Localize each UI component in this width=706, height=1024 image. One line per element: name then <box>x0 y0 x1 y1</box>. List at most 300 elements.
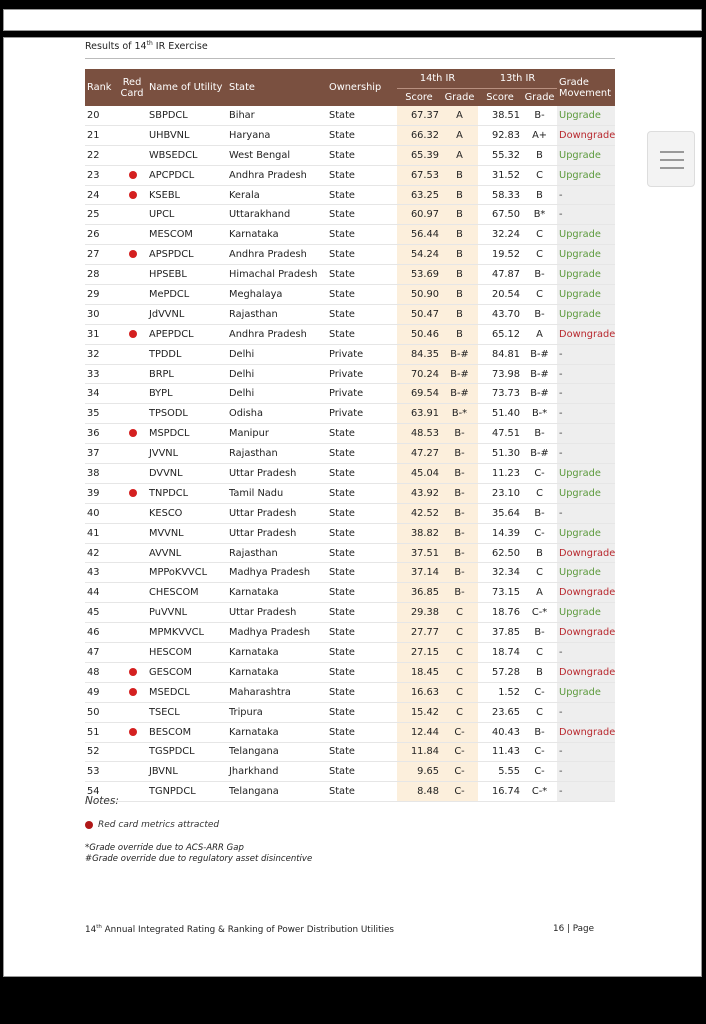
score-13-cell: 92.83 <box>478 125 522 145</box>
state-cell: Uttar Pradesh <box>227 464 327 484</box>
ownership-cell: State <box>327 464 397 484</box>
red-card-cell <box>117 742 147 762</box>
page-number: 16 | Page <box>553 924 595 934</box>
state-cell: Telangana <box>227 742 327 762</box>
utility-cell: MPPoKVVCL <box>147 563 227 583</box>
red-card-cell <box>117 265 147 285</box>
grade-14-cell: B-# <box>441 364 478 384</box>
grade-movement-cell: - <box>557 643 615 663</box>
score-13-cell: 73.73 <box>478 384 522 404</box>
table-row <box>85 145 615 165</box>
grade-movement-cell: - <box>557 424 615 444</box>
score-14-cell: 67.53 <box>397 165 441 185</box>
state-cell: Meghalaya <box>227 285 327 305</box>
table-row <box>85 404 615 424</box>
state-cell: Rajasthan <box>227 304 327 324</box>
grade-movement-cell: - <box>557 444 615 464</box>
state-cell: Karnataka <box>227 583 327 603</box>
red-card-dot-icon <box>129 330 137 338</box>
red-card-cell <box>117 782 147 802</box>
grade-14-cell: B <box>441 265 478 285</box>
state-cell: Andhra Pradesh <box>227 165 327 185</box>
score-13-cell: 18.76 <box>478 603 522 623</box>
grade-13-cell: B-* <box>522 404 557 424</box>
score-13-cell: 19.52 <box>478 245 522 265</box>
grade-movement-cell: Upgrade <box>557 165 615 185</box>
grade-movement-cell: - <box>557 404 615 424</box>
utility-cell: TSECL <box>147 702 227 722</box>
table-row <box>85 424 615 444</box>
score-14-cell: 50.47 <box>397 304 441 324</box>
document-menu-button[interactable] <box>647 131 695 187</box>
ownership-cell: State <box>327 324 397 344</box>
score-14-cell: 27.15 <box>397 643 441 663</box>
score-13-cell: 35.64 <box>478 503 522 523</box>
state-cell: Rajasthan <box>227 543 327 563</box>
grade-13-cell: C <box>522 563 557 583</box>
score-13-cell: 67.50 <box>478 205 522 225</box>
note-red-card <box>85 820 219 830</box>
red-card-cell <box>117 543 147 563</box>
grade-13-cell: B-# <box>522 444 557 464</box>
score-13-cell: 73.15 <box>478 583 522 603</box>
rank-cell: 32 <box>85 344 117 364</box>
rank-cell: 41 <box>85 523 117 543</box>
grade-14-cell: A <box>441 106 478 125</box>
ownership-cell: State <box>327 782 397 802</box>
grade-13-cell: A <box>522 324 557 344</box>
score-14-cell: 63.25 <box>397 185 441 205</box>
red-card-cell <box>117 145 147 165</box>
grade-13-cell: C-* <box>522 603 557 623</box>
state-cell: Uttar Pradesh <box>227 503 327 523</box>
grade-movement-cell: Upgrade <box>557 483 615 503</box>
rank-cell: 37 <box>85 444 117 464</box>
rank-cell: 26 <box>85 225 117 245</box>
utility-cell: PuVVNL <box>147 603 227 623</box>
state-cell: Karnataka <box>227 225 327 245</box>
grade-14-cell: B- <box>441 563 478 583</box>
table-row <box>85 265 615 285</box>
header-grade-movement: Grade Movement <box>557 69 615 106</box>
table-row <box>85 643 615 663</box>
score-13-cell: 23.10 <box>478 483 522 503</box>
grade-14-cell: C <box>441 603 478 623</box>
red-card-dot-icon <box>129 429 137 437</box>
ownership-cell: State <box>327 523 397 543</box>
score-13-cell: 23.65 <box>478 702 522 722</box>
grade-13-cell: A+ <box>522 125 557 145</box>
red-card-cell <box>117 285 147 305</box>
score-13-cell: 47.51 <box>478 424 522 444</box>
red-card-cell <box>117 165 147 185</box>
grade-movement-cell: Upgrade <box>557 265 615 285</box>
state-cell: Karnataka <box>227 643 327 663</box>
ownership-cell: State <box>327 623 397 643</box>
ownership-cell: State <box>327 702 397 722</box>
grade-14-cell: C <box>441 682 478 702</box>
grade-14-cell: C <box>441 702 478 722</box>
grade-14-cell: C- <box>441 762 478 782</box>
score-13-cell: 84.81 <box>478 344 522 364</box>
grade-13-cell: B <box>522 145 557 165</box>
rank-cell: 46 <box>85 623 117 643</box>
score-13-cell: 11.23 <box>478 464 522 484</box>
red-card-dot-icon <box>129 489 137 497</box>
score-14-cell: 43.92 <box>397 483 441 503</box>
results-table <box>85 69 615 802</box>
table-row <box>85 563 615 583</box>
table-row <box>85 285 615 305</box>
rank-cell: 48 <box>85 662 117 682</box>
grade-14-cell: C- <box>441 742 478 762</box>
grade-movement-cell: Upgrade <box>557 225 615 245</box>
grade-13-cell: C- <box>522 464 557 484</box>
rank-cell: 36 <box>85 424 117 444</box>
score-14-cell: 42.52 <box>397 503 441 523</box>
table-row <box>85 722 615 742</box>
red-card-cell <box>117 483 147 503</box>
header-14-grade: Grade <box>441 89 478 107</box>
table-row <box>85 543 615 563</box>
grade-13-cell: C <box>522 483 557 503</box>
score-14-cell: 70.24 <box>397 364 441 384</box>
score-13-cell: 40.43 <box>478 722 522 742</box>
rank-cell: 22 <box>85 145 117 165</box>
table-row <box>85 106 615 125</box>
state-cell: Jharkhand <box>227 762 327 782</box>
ownership-cell: State <box>327 106 397 125</box>
grade-13-cell: C <box>522 285 557 305</box>
state-cell: Delhi <box>227 384 327 404</box>
grade-14-cell: C <box>441 643 478 663</box>
note-overrides <box>85 843 312 865</box>
table-row <box>85 503 615 523</box>
ownership-cell: State <box>327 444 397 464</box>
grade-14-cell: B- <box>441 543 478 563</box>
ownership-cell: State <box>327 165 397 185</box>
ownership-cell: State <box>327 742 397 762</box>
rank-cell: 28 <box>85 265 117 285</box>
header-rank: Rank <box>85 69 117 106</box>
grade-movement-cell: - <box>557 384 615 404</box>
header-ownership: Ownership <box>327 69 397 106</box>
red-card-cell <box>117 384 147 404</box>
grade-14-cell: B- <box>441 424 478 444</box>
rank-cell: 42 <box>85 543 117 563</box>
grade-14-cell: C- <box>441 722 478 742</box>
score-14-cell: 8.48 <box>397 782 441 802</box>
red-card-dot-icon <box>129 688 137 696</box>
score-13-cell: 5.55 <box>478 762 522 782</box>
score-13-cell: 32.34 <box>478 563 522 583</box>
score-14-cell: 37.14 <box>397 563 441 583</box>
score-13-cell: 1.52 <box>478 682 522 702</box>
rank-cell: 52 <box>85 742 117 762</box>
score-13-cell: 47.87 <box>478 265 522 285</box>
ownership-cell: State <box>327 682 397 702</box>
grade-14-cell: B- <box>441 444 478 464</box>
grade-14-cell: B- <box>441 523 478 543</box>
utility-cell: APCPDCL <box>147 165 227 185</box>
rank-cell: 53 <box>85 762 117 782</box>
rank-cell: 47 <box>85 643 117 663</box>
ownership-cell: State <box>327 304 397 324</box>
ownership-cell: State <box>327 503 397 523</box>
grade-13-cell: B-# <box>522 364 557 384</box>
table-row <box>85 523 615 543</box>
grade-13-cell: B <box>522 662 557 682</box>
ownership-cell: Private <box>327 384 397 404</box>
grade-14-cell: B <box>441 205 478 225</box>
red-card-dot-icon <box>129 250 137 258</box>
rank-cell: 45 <box>85 603 117 623</box>
score-14-cell: 56.44 <box>397 225 441 245</box>
footer-title: 14th Annual Integrated Rating & Ranking of Power Distribution Utilities <box>85 924 394 935</box>
state-cell: Tamil Nadu <box>227 483 327 503</box>
state-cell: Bihar <box>227 106 327 125</box>
grade-movement-cell: Downgrade <box>557 125 615 145</box>
grade-13-cell: C <box>522 245 557 265</box>
red-card-cell <box>117 424 147 444</box>
grade-13-cell: B <box>522 543 557 563</box>
grade-movement-cell: - <box>557 344 615 364</box>
state-cell: Haryana <box>227 125 327 145</box>
utility-cell: CHESCOM <box>147 583 227 603</box>
red-card-cell <box>117 503 147 523</box>
score-14-cell: 45.04 <box>397 464 441 484</box>
grade-movement-cell: Upgrade <box>557 523 615 543</box>
table-row <box>85 702 615 722</box>
score-13-cell: 11.43 <box>478 742 522 762</box>
score-14-cell: 11.84 <box>397 742 441 762</box>
grade-movement-cell: Upgrade <box>557 285 615 305</box>
utility-cell: BRPL <box>147 364 227 384</box>
score-14-cell: 67.37 <box>397 106 441 125</box>
rank-cell: 23 <box>85 165 117 185</box>
state-cell: Delhi <box>227 344 327 364</box>
table-row <box>85 782 615 802</box>
ownership-cell: Private <box>327 364 397 384</box>
header-14-score: Score <box>397 89 441 107</box>
utility-cell: WBSEDCL <box>147 145 227 165</box>
grade-13-cell: C <box>522 702 557 722</box>
state-cell: Himachal Pradesh <box>227 265 327 285</box>
score-14-cell: 12.44 <box>397 722 441 742</box>
score-13-cell: 58.33 <box>478 185 522 205</box>
grade-movement-cell: Downgrade <box>557 324 615 344</box>
score-13-cell: 31.52 <box>478 165 522 185</box>
state-cell: Andhra Pradesh <box>227 245 327 265</box>
grade-movement-cell: Upgrade <box>557 682 615 702</box>
grade-14-cell: B-# <box>441 384 478 404</box>
utility-cell: MePDCL <box>147 285 227 305</box>
grade-13-cell: B- <box>522 106 557 125</box>
grade-13-cell: B-# <box>522 344 557 364</box>
grade-13-cell: B- <box>522 722 557 742</box>
score-14-cell: 37.51 <box>397 543 441 563</box>
rank-cell: 27 <box>85 245 117 265</box>
table-row <box>85 245 615 265</box>
red-card-cell <box>117 304 147 324</box>
ownership-cell: State <box>327 563 397 583</box>
red-card-cell <box>117 623 147 643</box>
ownership-cell: State <box>327 762 397 782</box>
grade-movement-cell: - <box>557 185 615 205</box>
red-card-cell <box>117 563 147 583</box>
grade-13-cell: C <box>522 643 557 663</box>
grade-13-cell: B- <box>522 623 557 643</box>
table-row <box>85 682 615 702</box>
table-row <box>85 762 615 782</box>
grade-14-cell: B <box>441 225 478 245</box>
state-cell: Telangana <box>227 782 327 802</box>
score-14-cell: 84.35 <box>397 344 441 364</box>
state-cell: Karnataka <box>227 722 327 742</box>
rank-cell: 49 <box>85 682 117 702</box>
ownership-cell: State <box>327 205 397 225</box>
rank-cell: 20 <box>85 106 117 125</box>
score-14-cell: 47.27 <box>397 444 441 464</box>
rank-cell: 43 <box>85 563 117 583</box>
state-cell: Uttar Pradesh <box>227 523 327 543</box>
grade-13-cell: C <box>522 225 557 245</box>
state-cell: Uttarakhand <box>227 205 327 225</box>
red-card-cell <box>117 682 147 702</box>
grade-13-cell: C- <box>522 523 557 543</box>
grade-14-cell: B- <box>441 464 478 484</box>
utility-cell: HPSEBL <box>147 265 227 285</box>
grade-14-cell: B-* <box>441 404 478 424</box>
ownership-cell: State <box>327 125 397 145</box>
utility-cell: TPDDL <box>147 344 227 364</box>
rank-cell: 51 <box>85 722 117 742</box>
red-card-cell <box>117 404 147 424</box>
grade-14-cell: A <box>441 145 478 165</box>
grade-movement-cell: Upgrade <box>557 464 615 484</box>
score-14-cell: 53.69 <box>397 265 441 285</box>
grade-movement-cell: Upgrade <box>557 245 615 265</box>
rank-cell: 44 <box>85 583 117 603</box>
table-row <box>85 483 615 503</box>
grade-movement-cell: Downgrade <box>557 662 615 682</box>
grade-movement-cell: - <box>557 503 615 523</box>
state-cell: Andhra Pradesh <box>227 324 327 344</box>
section-title: Results of 14th IR Exercise <box>85 40 208 53</box>
notes-heading: Notes: <box>85 795 119 807</box>
utility-cell: BYPL <box>147 384 227 404</box>
utility-cell: UPCL <box>147 205 227 225</box>
ownership-cell: State <box>327 424 397 444</box>
red-card-cell <box>117 324 147 344</box>
score-13-cell: 51.40 <box>478 404 522 424</box>
score-14-cell: 50.90 <box>397 285 441 305</box>
red-card-dot-icon <box>129 191 137 199</box>
utility-cell: APSPDCL <box>147 245 227 265</box>
grade-14-cell: B <box>441 304 478 324</box>
red-card-cell <box>117 523 147 543</box>
header-red-card: Red Card <box>117 69 147 106</box>
red-card-cell <box>117 125 147 145</box>
state-cell: Kerala <box>227 185 327 205</box>
grade-movement-cell: Upgrade <box>557 145 615 165</box>
rank-cell: 30 <box>85 304 117 324</box>
rank-cell: 35 <box>85 404 117 424</box>
score-13-cell: 65.12 <box>478 324 522 344</box>
table-row <box>85 742 615 762</box>
score-14-cell: 27.77 <box>397 623 441 643</box>
rank-cell: 54 <box>85 782 117 802</box>
table-row <box>85 225 615 245</box>
score-14-cell: 48.53 <box>397 424 441 444</box>
grade-14-cell: B-# <box>441 344 478 364</box>
ownership-cell: State <box>327 225 397 245</box>
grade-movement-cell: Upgrade <box>557 603 615 623</box>
grade-14-cell: B- <box>441 483 478 503</box>
grade-13-cell: B <box>522 185 557 205</box>
red-card-cell <box>117 344 147 364</box>
rank-cell: 25 <box>85 205 117 225</box>
utility-cell: HESCOM <box>147 643 227 663</box>
title-divider <box>85 58 615 59</box>
red-card-cell <box>117 205 147 225</box>
grade-13-cell: B- <box>522 424 557 444</box>
header-utility: Name of Utility <box>147 69 227 106</box>
state-cell: West Bengal <box>227 145 327 165</box>
grade-movement-cell: Downgrade <box>557 543 615 563</box>
rank-cell: 39 <box>85 483 117 503</box>
grade-13-cell: B* <box>522 205 557 225</box>
score-14-cell: 69.54 <box>397 384 441 404</box>
utility-cell: KESCO <box>147 503 227 523</box>
utility-cell: GESCOM <box>147 662 227 682</box>
table-row <box>85 623 615 643</box>
table-row <box>85 324 615 344</box>
grade-movement-cell: - <box>557 742 615 762</box>
red-card-cell <box>117 464 147 484</box>
grade-14-cell: B- <box>441 503 478 523</box>
utility-cell: TPSODL <box>147 404 227 424</box>
utility-cell: MVVNL <box>147 523 227 543</box>
rank-cell: 29 <box>85 285 117 305</box>
score-13-cell: 55.32 <box>478 145 522 165</box>
viewer-top-bar <box>3 9 702 31</box>
ownership-cell: State <box>327 265 397 285</box>
score-14-cell: 16.63 <box>397 682 441 702</box>
utility-cell: BESCOM <box>147 722 227 742</box>
score-14-cell: 63.91 <box>397 404 441 424</box>
state-cell: Rajasthan <box>227 444 327 464</box>
grade-movement-cell: - <box>557 364 615 384</box>
state-cell: Delhi <box>227 364 327 384</box>
header-13-grade: Grade <box>522 89 557 107</box>
score-14-cell: 66.32 <box>397 125 441 145</box>
utility-cell: AVVNL <box>147 543 227 563</box>
ownership-cell: State <box>327 603 397 623</box>
table-row <box>85 364 615 384</box>
header-13th-ir: 13th IR <box>478 69 557 89</box>
state-cell: Odisha <box>227 404 327 424</box>
ownership-cell: State <box>327 543 397 563</box>
rank-cell: 24 <box>85 185 117 205</box>
score-13-cell: 38.51 <box>478 106 522 125</box>
grade-13-cell: C- <box>522 682 557 702</box>
score-14-cell: 9.65 <box>397 762 441 782</box>
table-row <box>85 304 615 324</box>
state-cell: Tripura <box>227 702 327 722</box>
score-13-cell: 57.28 <box>478 662 522 682</box>
ownership-cell: Private <box>327 404 397 424</box>
